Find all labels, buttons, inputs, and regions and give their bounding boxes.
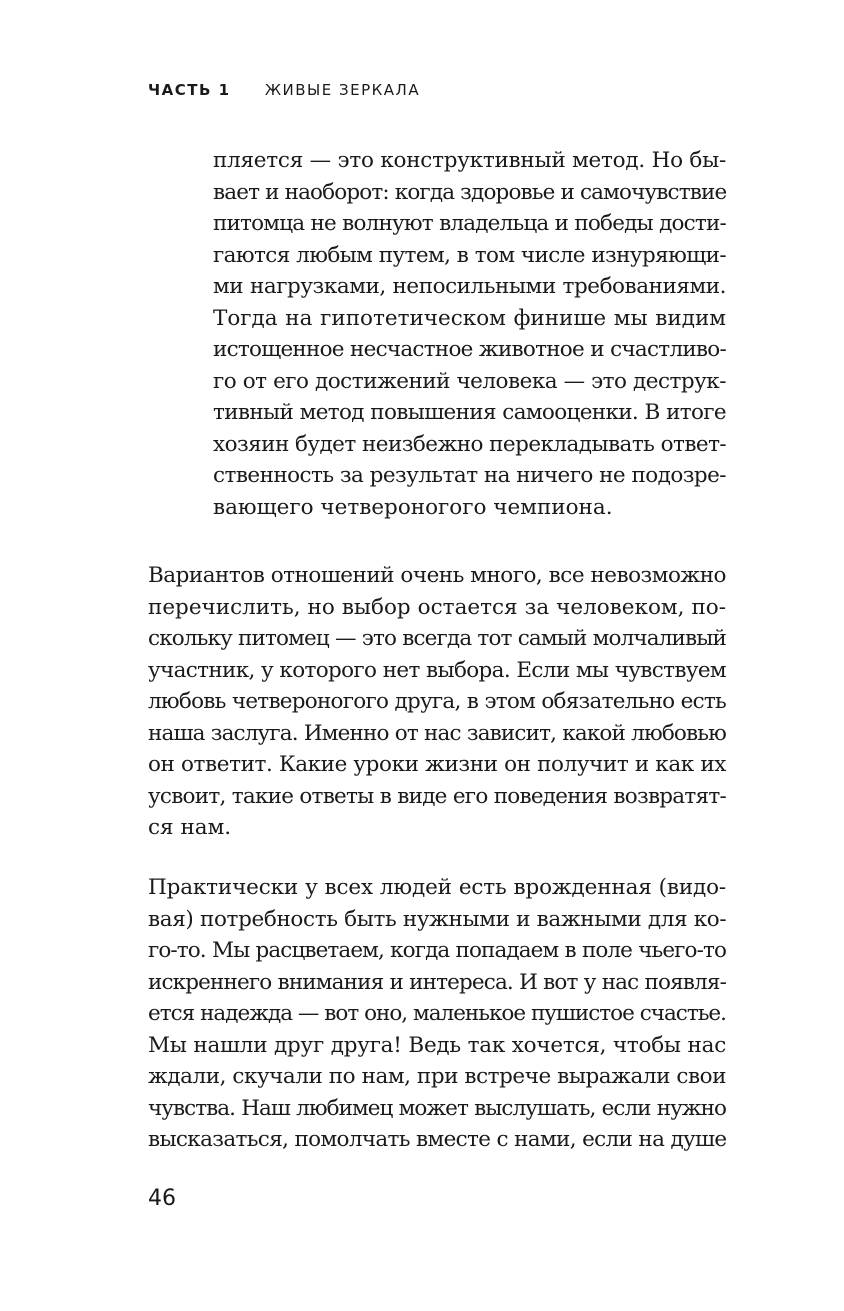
text-line: Вариантов отношений очень много, все невозможно — [148, 563, 726, 588]
text-line: ется надежда — вот оно, маленькое пушистое счастье. — [148, 1001, 726, 1026]
text-line: Тогда на гипотетическом финише мы видим — [213, 305, 726, 331]
quote-block — [213, 145, 726, 523]
page-number: 46 — [148, 1186, 176, 1211]
text-line: наша заслуга. Именно от нас зависит, какой любовью — [148, 720, 726, 746]
text-line: го от его достижений человека — это деструк- — [213, 368, 726, 394]
text-line: высказаться, помолчать вместе с нами, если на душе — [148, 1127, 727, 1152]
text-line: перечислить, но выбор остается за человеком, по- — [148, 594, 726, 620]
text-line: истощенное несчастное животное и счастливо- — [213, 337, 726, 362]
text-line: участник, у которого нет выбора. Если мы чувствуем — [148, 657, 726, 683]
text-line: пляется — это конструктивный метод. Но бы- — [213, 148, 726, 173]
chapter-title: ЖИВЫЕ ЗЕРКАЛА — [264, 81, 421, 99]
text-line: Практически у всех людей есть врожденная (видо- — [148, 875, 726, 900]
text-line: питомца не волнуют владельца и победы дости- — [213, 211, 726, 236]
text-line: Мы нашли друг друга! Ведь так хочется, чтобы нас — [148, 1032, 726, 1058]
text-line: скольку питомец — это всегда тот самый молчаливый — [148, 626, 726, 651]
text-line: вающего четвероногого чемпиона. — [213, 494, 613, 520]
text-line: усвоит, такие ответы в виде его поведения возвратят- — [148, 783, 726, 809]
text-line: вая) потребность быть нужными и важными для ко- — [148, 906, 727, 932]
part-label: ЧАСТЬ 1 — [148, 81, 231, 99]
text-line: ся нам. — [148, 815, 232, 840]
text-line: чувства. Наш любимец может выслушать, если нужно — [148, 1095, 726, 1121]
text-line: он ответит. Какие уроки жизни он получит и как их — [148, 752, 726, 777]
running-head — [148, 80, 420, 100]
text-line: ждали, скучали по нам, при встрече выражали свои — [148, 1064, 726, 1089]
text-line: ми нагрузками, непосильными требованиями. — [213, 274, 726, 299]
text-line: искреннего внимания и интереса. И вот у нас появля- — [148, 969, 726, 995]
text-line: тивный метод повышения самооценки. В итоге — [213, 400, 726, 425]
text-line: хозяин будет неизбежно перекладывать ответ- — [213, 431, 727, 457]
text-line: ственность за результат на ничего не подозре- — [213, 463, 726, 488]
text-line: любовь четвероногого друга, в этом обязательно есть — [148, 689, 726, 714]
text-line: гаются любым путем, в том числе изнуряющи- — [213, 242, 726, 268]
text-line: вает и наоборот: когда здоровье и самочувствие — [213, 179, 727, 205]
text-line: го-то. Мы расцветаем, когда попадаем в поле чьего-то — [148, 938, 726, 963]
paragraph-needs — [148, 872, 726, 1156]
paragraph-relationships — [148, 560, 726, 844]
